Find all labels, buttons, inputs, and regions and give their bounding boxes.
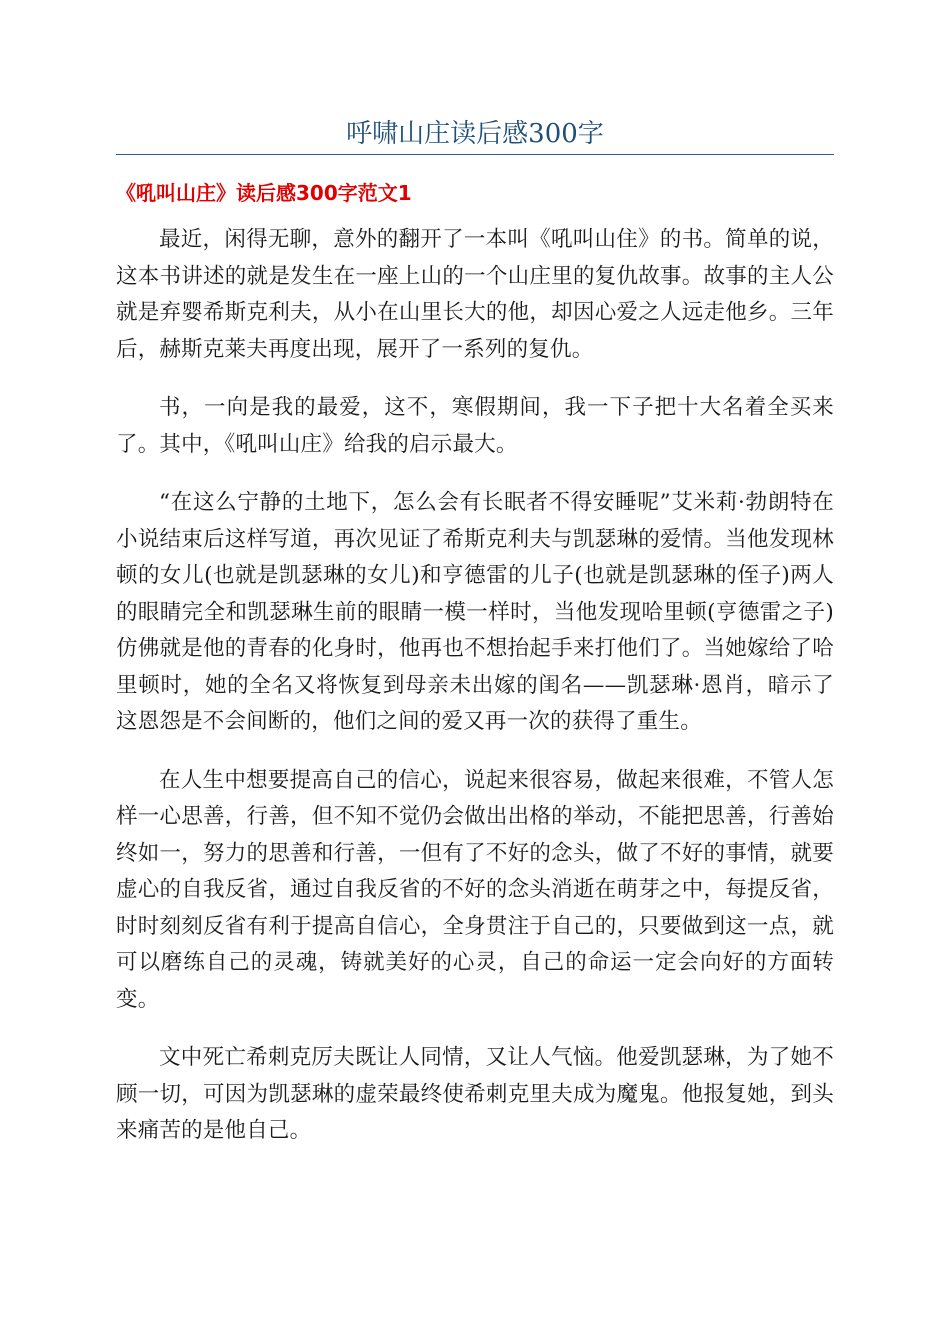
- document-title: 呼啸山庄读后感300字: [346, 119, 604, 149]
- body-content: [116, 222, 834, 1172]
- section-heading: 《吼叫山庄》读后感300字范文1: [116, 181, 412, 205]
- paragraph: 在人生中想要提高自己的信心，说起来很容易，做起来很难，不管人怎样一心思善，行善，但不知不觉仍会做出出格的举动，不能把思善，行善始终如一，努力的思善和行善，一但有了不好的念头，做了不好的事情，就要虚心的自我反省，通过自我反省的不好的念头消逝在萌芽之中，每提反省，时时刻刻反省有利于提高自信心，全身贯注于自己的，只要做到这一点，就可以磨练自己的灵魂，铸就美好的心灵，自己的命运一定会向好的方面转变。: [116, 767, 834, 1012]
- paragraph: 最近，闲得无聊，意外的翻开了一本叫《吼叫山住》的书。简单的说，这本书讲述的就是发生在一座上山的一个山庄里的复仇故事。故事的主人公就是弃婴希斯克利夫，从小在山里长大的他，却因心爱之人远走他乡。三年后，赫斯克莱夫再度出现，展开了一系列的复仇。: [116, 227, 834, 362]
- paragraph: “在这么宁静的土地下，怎么会有长眠者不得安睡呢”艾米莉·勃朗特在小说结束后这样写道，再次见证了希斯克利夫与凯瑟琳的爱情。当他发现林顿的女儿(也就是凯瑟琳的女儿)和亨德雷的儿子(也就是凯瑟琳的侄子)两人的眼睛完全和凯瑟琳生前的眼睛一模一样时，当他发现哈里顿(亨德雷之子)仿佛就是他的青春的化身时，他再也不想抬起手来打他们了。当她嫁给了哈里顿时，她的全名又将恢复到母亲未出嫁的闺名——凯瑟琳·恩肖，暗示了这恩怨是不会间断的，他们之间的爱又再一次的获得了重生。: [116, 490, 834, 734]
- paragraph: 文中死亡希刺克厉夫既让人同情，又让人气恼。他爱凯瑟琳，为了她不顾一切，可因为凯瑟琳的虚荣最终使希刺克里夫成为魔鬼。他报复她，到头来痛苦的是他自己。: [116, 1045, 834, 1143]
- title-divider: [116, 154, 834, 155]
- paragraph: 书，一向是我的最爱，这不，寒假期间，我一下子把十大名着全买来了。其中，《吼叫山庄》给我的启示最大。: [116, 395, 834, 457]
